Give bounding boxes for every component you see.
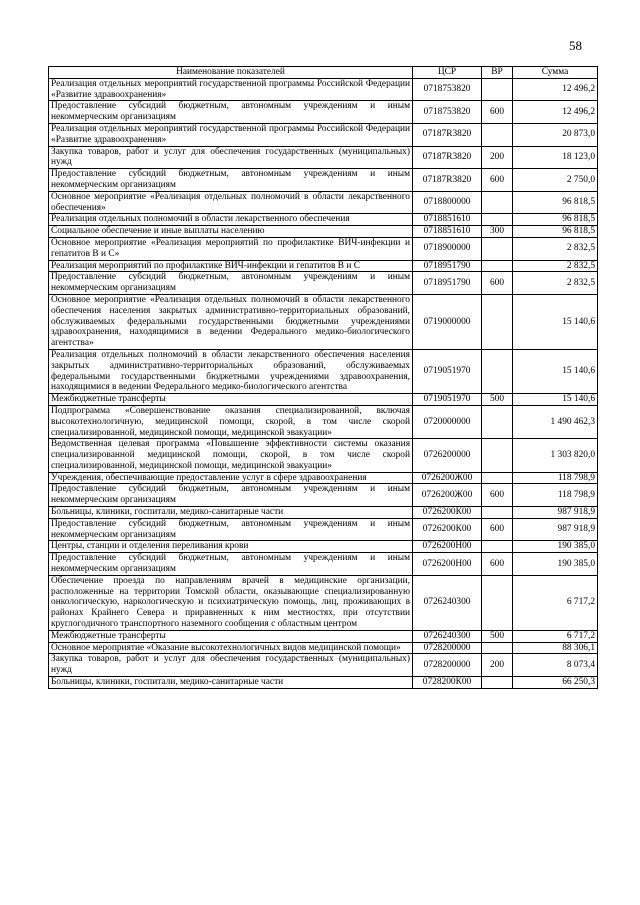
- table-row: [49, 439, 598, 472]
- cell-csr: 07187R3820: [413, 146, 482, 169]
- cell-csr: 0726200К00: [413, 518, 482, 541]
- cell-name: Закупка товаров, работ и услуг для обеспечения государственных (муниципальных) нужд: [49, 654, 413, 677]
- cell-vr: [482, 123, 513, 146]
- cell-vr: [482, 237, 513, 260]
- cell-vr: [482, 575, 513, 630]
- cell-sum: 118 798,9: [513, 472, 598, 484]
- cell-vr: 200: [482, 146, 513, 169]
- cell-sum: 2 832,5: [513, 237, 598, 260]
- cell-name: Основное мероприятие «Реализация отдельных полномочий в области лекарственного обеспечения населения закрытых административно-территориальных образований, обслуживаемых федеральными государственными бюджетными учреждениями здравоохранения, находящимися в ведении Федерального медико-биологического агентства»: [49, 294, 413, 349]
- cell-sum: 88 306,1: [513, 642, 598, 654]
- cell-vr: 600: [482, 518, 513, 541]
- cell-name: Реализация мероприятий по профилактике ВИЧ-инфекции и гепатитов В и С: [49, 260, 413, 272]
- cell-name: Подпрограмма «Совершенствование оказания специализированной, включая высокотехнологичную, медицинской помощи, скорой, в том числе скорой специализированной, медицинской помощи, медицинской эвакуации»: [49, 405, 413, 438]
- page-number: 58: [569, 38, 582, 53]
- cell-csr: 0726200К00: [413, 507, 482, 519]
- table-row: [49, 272, 598, 295]
- cell-vr: 500: [482, 630, 513, 642]
- table-row: [49, 394, 598, 406]
- cell-csr: 0718900000: [413, 237, 482, 260]
- table-row: [49, 518, 598, 541]
- cell-sum: 987 918,9: [513, 518, 598, 541]
- table-row: [49, 214, 598, 226]
- cell-name: Учреждения, обеспечивающие предоставление услуг в сфере здравоохранения: [49, 472, 413, 484]
- table-row: [49, 507, 598, 519]
- cell-csr: 0726240300: [413, 575, 482, 630]
- cell-name: Реализация отдельных мероприятий государственной программы Российской Федерации «Развитие здравоохранения»: [49, 123, 413, 146]
- cell-csr: 0728200000: [413, 654, 482, 677]
- cell-csr: 0718800000: [413, 191, 482, 214]
- cell-csr: 0728200000: [413, 642, 482, 654]
- cell-sum: 1 490 462,3: [513, 405, 598, 438]
- header-sum: Сумма: [513, 67, 598, 79]
- cell-name: Предоставление субсидий бюджетным, автономным учреждениям и иным некоммерческим организациям: [49, 484, 413, 507]
- cell-sum: 96 818,5: [513, 226, 598, 238]
- cell-csr: 0718951790: [413, 260, 482, 272]
- table-row: [49, 677, 598, 689]
- cell-name: Межбюджетные трансферты: [49, 394, 413, 406]
- cell-csr: 0718851610: [413, 214, 482, 226]
- cell-vr: [482, 439, 513, 472]
- cell-csr: 0719000000: [413, 294, 482, 349]
- table-row: [49, 169, 598, 192]
- table-row: [49, 101, 598, 124]
- cell-csr: 0719051970: [413, 349, 482, 393]
- cell-vr: 200: [482, 654, 513, 677]
- table-row: [49, 541, 598, 553]
- cell-csr: 0718753820: [413, 78, 482, 101]
- table-row: [49, 78, 598, 101]
- cell-name: Предоставление субсидий бюджетным, автономным учреждениям и иным некоммерческим организациям: [49, 169, 413, 192]
- cell-name: Закупка товаров, работ и услуг для обеспечения государственных (муниципальных) нужд: [49, 146, 413, 169]
- header-name: Наименование показателей: [49, 67, 413, 79]
- table-row: [49, 349, 598, 393]
- cell-csr: 0726200000: [413, 439, 482, 472]
- cell-sum: 96 818,5: [513, 214, 598, 226]
- cell-csr: 0718951790: [413, 272, 482, 295]
- table-row: [49, 237, 598, 260]
- table-row: [49, 575, 598, 630]
- cell-csr: 07187R3820: [413, 169, 482, 192]
- table-row: [49, 260, 598, 272]
- cell-name: Ведомственная целевая программа «Повышение эффективности системы оказания специализированной медицинской помощи, скорой, в том числе скорой специализированной, медицинской помощи, медицинской эвакуации»: [49, 439, 413, 472]
- budget-table: [48, 66, 598, 689]
- cell-name: Предоставление субсидий бюджетным, автономным учреждениям и иным некоммерческим организациям: [49, 272, 413, 295]
- cell-vr: [482, 214, 513, 226]
- cell-sum: 20 873,0: [513, 123, 598, 146]
- cell-name: Предоставление субсидий бюджетным, автономным учреждениям и иным некоммерческим организациям: [49, 553, 413, 576]
- table-row: [49, 642, 598, 654]
- table-row: [49, 553, 598, 576]
- cell-name: Реализация отдельных полномочий в области лекарственного обеспечения: [49, 214, 413, 226]
- cell-name: Центры, станции и отделения переливания крови: [49, 541, 413, 553]
- cell-vr: [482, 294, 513, 349]
- cell-sum: 1 303 820,0: [513, 439, 598, 472]
- cell-name: Реализация отдельных мероприятий государственной программы Российской Федерации «Развитие здравоохранения»: [49, 78, 413, 101]
- table-row: [49, 123, 598, 146]
- cell-name: Предоставление субсидий бюджетным, автономным учреждениям и иным некоммерческим организациям: [49, 101, 413, 124]
- table-row: [49, 630, 598, 642]
- cell-name: Реализация отдельных полномочий в области лекарственного обеспечения населения закрытых административно-территориальных образований, обслуживаемых федеральными государственными бюджетными учреждениями здравоохранения, находящимися в ведении Федерального медико-биологического агентства: [49, 349, 413, 393]
- table-row: [49, 146, 598, 169]
- cell-sum: 96 818,5: [513, 191, 598, 214]
- cell-sum: 190 385,0: [513, 541, 598, 553]
- cell-csr: 0728200К00: [413, 677, 482, 689]
- table-row: [49, 294, 598, 349]
- table-header-row: [49, 67, 598, 79]
- cell-csr: 0719051970: [413, 394, 482, 406]
- cell-sum: 987 918,9: [513, 507, 598, 519]
- table-row: [49, 472, 598, 484]
- table-row: [49, 191, 598, 214]
- table-body: [49, 78, 598, 688]
- cell-name: Межбюджетные трансферты: [49, 630, 413, 642]
- cell-vr: 500: [482, 394, 513, 406]
- table-row: [49, 484, 598, 507]
- cell-vr: 600: [482, 101, 513, 124]
- cell-sum: 2 832,5: [513, 260, 598, 272]
- cell-csr: 0720000000: [413, 405, 482, 438]
- cell-sum: 6 717,2: [513, 575, 598, 630]
- cell-sum: 118 798,9: [513, 484, 598, 507]
- cell-csr: 0726200Н00: [413, 541, 482, 553]
- cell-name: Больницы, клиники, госпитали, медико-санитарные части: [49, 677, 413, 689]
- cell-vr: [482, 472, 513, 484]
- cell-vr: [482, 260, 513, 272]
- cell-sum: 15 140,6: [513, 294, 598, 349]
- cell-name: Социальное обеспечение и иные выплаты населению: [49, 226, 413, 238]
- cell-vr: [482, 405, 513, 438]
- cell-sum: 12 496,2: [513, 78, 598, 101]
- cell-name: Основное мероприятие «Реализация отдельных полномочий в области лекарственного обеспечения»: [49, 191, 413, 214]
- cell-vr: 300: [482, 226, 513, 238]
- cell-name: Основное мероприятие «Реализация мероприятий по профилактике ВИЧ-инфекции и гепатитов В и С»: [49, 237, 413, 260]
- cell-sum: 15 140,6: [513, 349, 598, 393]
- cell-csr: 0718851610: [413, 226, 482, 238]
- cell-sum: 66 250,3: [513, 677, 598, 689]
- cell-vr: [482, 78, 513, 101]
- cell-vr: [482, 507, 513, 519]
- cell-name: Обеспечение проезда по направлениям врачей в медицинские организации, расположенные на территории Томской области, оказывающие специализированную онкологическую, наркологическую и психиатрическую помощь, лиц, проживающих в районах Крайнего Севера и приравненных к ним местностях, при отсутствии круглогодичного транспортного наземного сообщения с областным центром: [49, 575, 413, 630]
- cell-sum: 8 073,4: [513, 654, 598, 677]
- cell-vr: [482, 541, 513, 553]
- cell-name: Больницы, клиники, госпитали, медико-санитарные части: [49, 507, 413, 519]
- cell-name: Основное мероприятие «Оказание высокотехнологичных видов медицинской помощи»: [49, 642, 413, 654]
- cell-sum: 6 717,2: [513, 630, 598, 642]
- header-csr: ЦСР: [413, 67, 482, 79]
- cell-sum: 2 832,5: [513, 272, 598, 295]
- cell-vr: 600: [482, 553, 513, 576]
- cell-csr: 0726200Ж00: [413, 484, 482, 507]
- table-row: [49, 654, 598, 677]
- cell-vr: [482, 677, 513, 689]
- cell-sum: 18 123,0: [513, 146, 598, 169]
- cell-csr: 0726240300: [413, 630, 482, 642]
- cell-csr: 0726200Ж00: [413, 472, 482, 484]
- cell-vr: 600: [482, 484, 513, 507]
- cell-sum: 190 385,0: [513, 553, 598, 576]
- cell-csr: 0726200Н00: [413, 553, 482, 576]
- cell-vr: 600: [482, 272, 513, 295]
- cell-csr: 07187R3820: [413, 123, 482, 146]
- table-row: [49, 405, 598, 438]
- cell-sum: 2 750,0: [513, 169, 598, 192]
- cell-name: Предоставление субсидий бюджетным, автономным учреждениям и иным некоммерческим организациям: [49, 518, 413, 541]
- header-vr: ВР: [482, 67, 513, 79]
- cell-sum: 12 496,2: [513, 101, 598, 124]
- cell-vr: [482, 191, 513, 214]
- cell-vr: [482, 642, 513, 654]
- cell-sum: 15 140,6: [513, 394, 598, 406]
- cell-vr: [482, 349, 513, 393]
- cell-csr: 0718753820: [413, 101, 482, 124]
- cell-vr: 600: [482, 169, 513, 192]
- table-row: [49, 226, 598, 238]
